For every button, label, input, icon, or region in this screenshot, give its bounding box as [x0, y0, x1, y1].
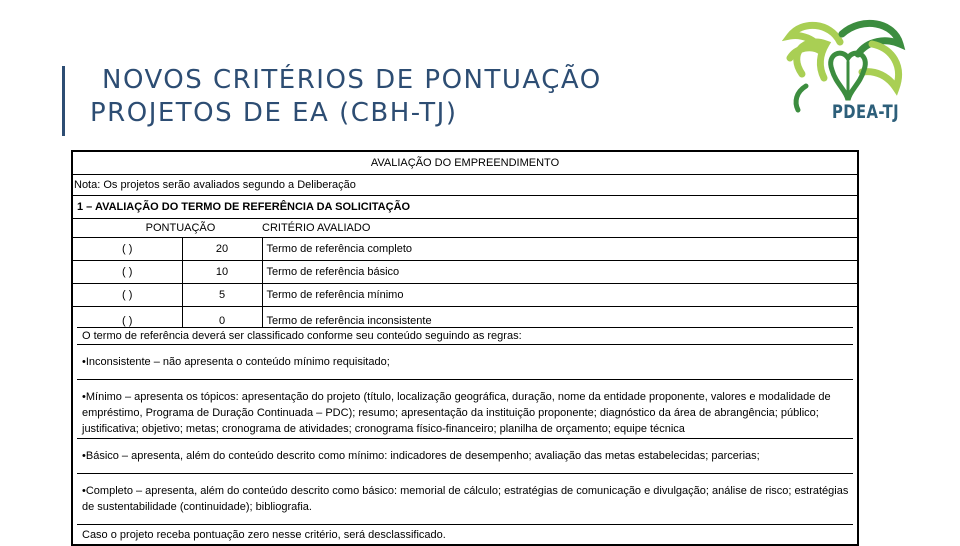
slide-title-line-1: NOVOS CRITÉRIOS DE PONTUAÇÃO: [102, 65, 602, 95]
option-checkbox[interactable]: ( ): [72, 307, 182, 328]
option-points: 20: [182, 238, 262, 261]
logo-text: PDEA-TJ: [832, 101, 900, 123]
option-points: 5: [182, 284, 262, 307]
option-label: Termo de referência mínimo: [262, 284, 858, 307]
option-checkbox[interactable]: ( ): [72, 284, 182, 307]
title-accent-bar: [62, 66, 65, 136]
evaluation-form: [71, 150, 859, 546]
option-row: [72, 238, 858, 261]
option-row: [72, 261, 858, 284]
classification-rules: [77, 327, 853, 544]
rule-item: •Completo – apresenta, além do conteúdo descrito como básico: memorial de cálculo; estratégias de comunicação e divulgação; análise de risco; estratégias de sustentabilidade (continuidade); bibliografia.: [77, 473, 853, 524]
rules-intro: O termo de referência deverá ser classificado conforme seu conteúdo seguindo as regras:: [82, 330, 522, 342]
rule-item: •Inconsistente – não apresenta o conteúdo mínimo requisitado;: [77, 344, 853, 379]
column-header-score: PONTUAÇÃO: [145, 222, 216, 234]
option-row: [72, 307, 858, 328]
form-note: Nota: Os projetos serão avaliados segundo a Deliberação: [72, 175, 858, 196]
slide-title-line-2: PROJETOS DE EA (CBH-TJ): [90, 98, 458, 128]
option-checkbox[interactable]: ( ): [72, 238, 182, 261]
form-heading: AVALIAÇÃO DO EMPREENDIMENTO: [370, 157, 560, 169]
option-label: Termo de referência inconsistente: [262, 307, 858, 328]
option-row: [72, 284, 858, 307]
option-points: 10: [182, 261, 262, 284]
rule-text: Inconsistente – não apresenta o conteúdo mínimo requisitado;: [85, 356, 390, 368]
rule-text: Básico – apresenta, além do conteúdo descrito como mínimo: indicadores de desempenho; avaliação das metas estabelecidas; parcerias;: [85, 450, 760, 462]
option-points: 0: [182, 307, 262, 328]
option-checkbox[interactable]: ( ): [72, 261, 182, 284]
closing-note: Caso o projeto receba pontuação zero nesse critério, será desclassificado.: [77, 524, 853, 544]
rule-text: Mínimo – apresenta os tópicos: apresentação do projeto (título, localização geográfica, duração, nome da entidade proponente, valores e modalidade de empréstimo, Programa de Duração Continuada – PDC); resumo; apresentação da instituição proponente; diagnóstico da área de abrangência; público; justificativa; objetivo; metas; cronograma de atividades; cronograma físico-financeiro; planilha de orçamento; equipe técnica: [82, 391, 831, 435]
rule-text: Completo – apresenta, além do conteúdo descrito como básico: memorial de cálculo; estratégias de comunicação e divulgação; análise de risco; estratégias de sustentabilidade (continuidade); bibliografia.: [82, 485, 849, 513]
column-header-criterion: CRITÉRIO AVALIADO: [262, 222, 371, 234]
section-title: 1 – AVALIAÇÃO DO TERMO DE REFERÊNCIA DA SOLICITAÇÃO: [72, 196, 858, 219]
option-label: Termo de referência básico: [262, 261, 858, 284]
rule-item: •Mínimo – apresenta os tópicos: apresentação do projeto (título, localização geográfica, duração, nome da entidade proponente, valores e modalidade de empréstimo, Programa de Duração Continuada – PDC); resumo; apresentação da instituição proponente; diagnóstico da área de abrangência; público; justificativa; objetivo; metas; cronograma de atividades; cronograma físico-financeiro; planilha de orçamento; equipe técnica: [77, 379, 853, 438]
slide-title: [90, 64, 602, 130]
rule-item: •Básico – apresenta, além do conteúdo descrito como mínimo: indicadores de desempenho; avaliação das metas estabelecidas; parcerias;: [77, 438, 853, 473]
option-label: Termo de referência completo: [262, 238, 858, 261]
